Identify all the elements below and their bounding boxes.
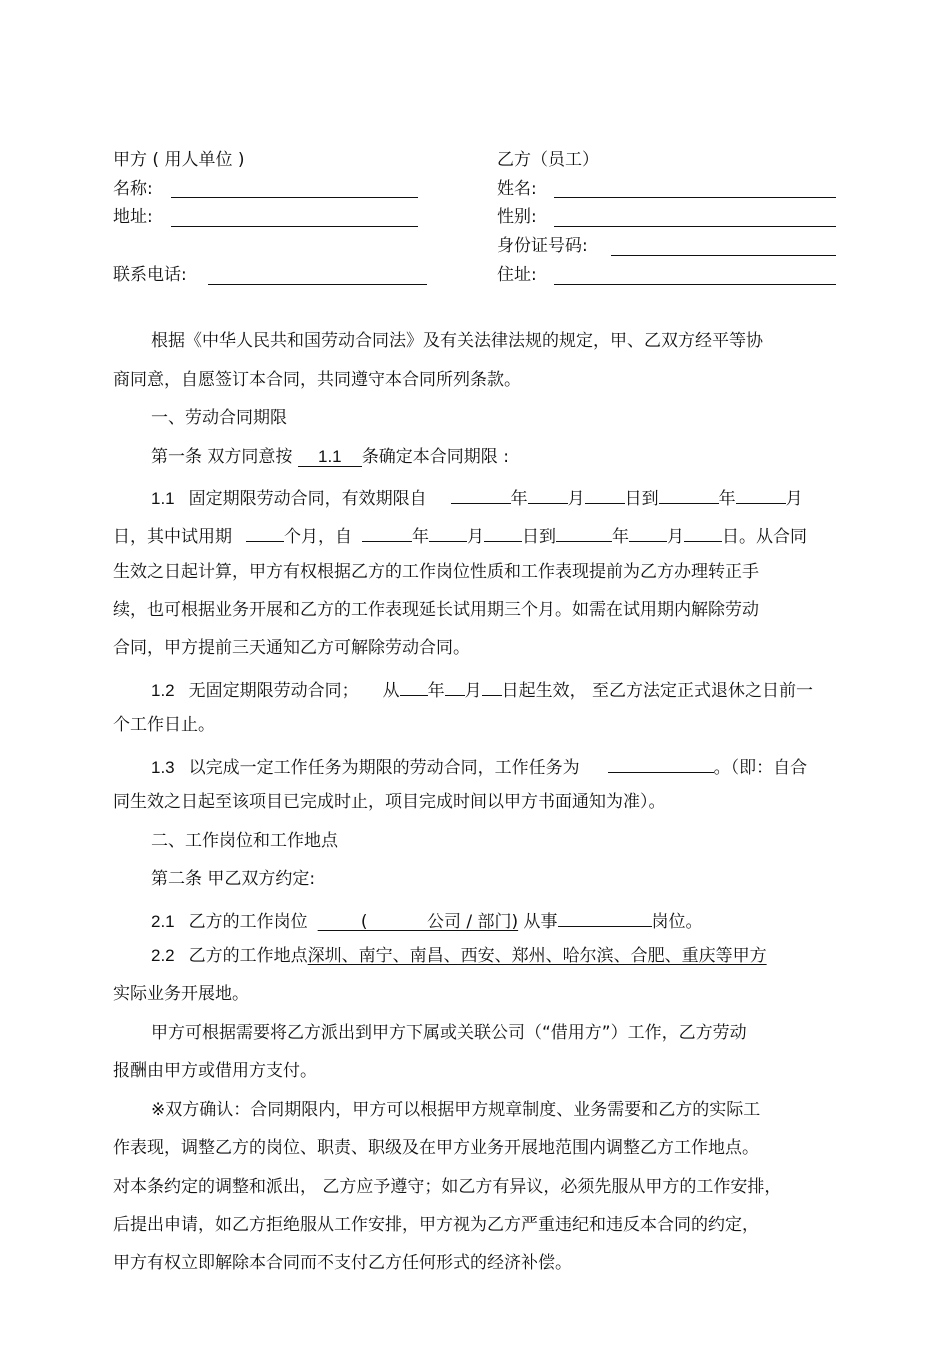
party-b-heading: 乙方（员工） — [497, 150, 599, 170]
work-task-field[interactable] — [608, 753, 714, 773]
confirm-line-3: 对本条约定的调整和派出， 乙方应予遵守；如乙方有异议，必须先服从甲方的工作安排， — [113, 1177, 782, 1197]
end-year-field[interactable] — [659, 484, 719, 504]
party-b-gender-label: 性别: — [497, 207, 537, 227]
position-field[interactable] — [558, 907, 652, 927]
party-b-id-field[interactable] — [611, 255, 836, 256]
party-a-phone-field[interactable] — [208, 284, 427, 285]
work-locations: 深圳、南宁、南昌、西安、郑州、哈尔滨、合肥、重庆等甲方 — [307, 946, 767, 966]
clause-1-1-line-5: 合同，甲方提前三天通知乙方可解除劳动合同。 — [113, 638, 470, 658]
party-b-residence-label: 住址: — [497, 265, 537, 285]
clause-1-3-line-1: 1.3 以完成一定工作任务为期限的劳动合同，工作任务为 。（即：自合 — [113, 753, 886, 779]
probation-end-day-field[interactable] — [684, 522, 722, 542]
end-month-field[interactable] — [736, 484, 786, 504]
party-a-address-field[interactable] — [171, 226, 418, 227]
article-2: 第二条 甲乙双方约定: — [151, 869, 316, 889]
article-1-tail: 条确定本合同期限 : — [361, 447, 509, 467]
start-year-field[interactable] — [451, 484, 511, 504]
probation-end-year-field[interactable] — [556, 522, 612, 542]
clause-1-3-number: 1.3 — [151, 758, 175, 777]
clause-1-2-number: 1.2 — [151, 681, 175, 700]
clause-1-1-line-4: 续，也可根据业务开展和乙方的工作表现延长试用期三个月。如需在试用期内解除劳动 — [113, 600, 759, 620]
start-day-field[interactable] — [585, 484, 625, 504]
dispatch-line-1: 甲方可根据需要将乙方派出到甲方下属或关联公司（“借用方”）工作，乙方劳动 — [151, 1023, 747, 1043]
party-b-id-label: 身份证号码: — [497, 236, 588, 256]
probation-start-year-field[interactable] — [362, 522, 412, 542]
open-start-day-field[interactable] — [482, 676, 502, 696]
confirm-line-2: 作表现，调整乙方的岗位、职责、职级及在甲方业务开展地范围内调整乙方工作地点。 — [113, 1138, 759, 1158]
party-a-name-label: 名称: — [113, 179, 153, 199]
clause-2-1-number: 2.1 — [151, 912, 175, 931]
clause-1-1-line-1: 1.1 固定期限劳动合同，有效期限自 年 月 日到 年 月 — [113, 484, 886, 510]
probation-months-field[interactable] — [246, 522, 284, 542]
probation-end-month-field[interactable] — [629, 522, 667, 542]
preamble-line-2: 商同意，自愿签订本合同，共同遵守本合同所列条款。 — [113, 370, 521, 390]
probation-start-day-field[interactable] — [484, 522, 522, 542]
section-1-heading: 一、劳动合同期限 — [151, 408, 287, 428]
party-b-name-label: 姓名: — [497, 179, 537, 199]
clause-1-1-line-2: 日，其中试用期 个月，自 年 月 日到 年 月 日。从合同 — [113, 522, 848, 548]
party-a-address-label: 地址: — [113, 207, 153, 227]
confirm-line-1: ※双方确认：合同期限内，甲方可以根据甲方规章制度、业务需要和乙方的实际工 — [151, 1100, 761, 1120]
clause-1-3-line-2: 同生效之日起至该项目已完成时止，项目完成时间以甲方书面通知为准）。 — [113, 792, 666, 812]
probation-start-month-field[interactable] — [429, 522, 467, 542]
party-b-gender-field[interactable] — [554, 226, 836, 227]
confirm-line-4: 后提出申请，如乙方拒绝服从工作安排，甲方视为乙方严重违纪和违反本合同的约定， — [113, 1215, 759, 1235]
clause-2-2-line-1: 2.2 乙方的工作地点深圳、南宁、南昌、西安、郑州、哈尔滨、合肥、重庆等甲方 — [151, 946, 767, 966]
clause-1-2-line-2: 个工作日止。 — [113, 715, 215, 735]
article-1-term-field[interactable]: 1.1 — [298, 447, 362, 467]
clause-2-2-line-2: 实际业务开展地。 — [113, 984, 249, 1004]
article-1-lead: 第一条 双方同意按 — [151, 447, 298, 467]
clause-2-1: 2.1 乙方的工作岗位 ( 公司 / 部门) 从事 岗位。 — [113, 907, 886, 933]
section-2-heading: 二、工作岗位和工作地点 — [151, 831, 338, 851]
start-month-field[interactable] — [528, 484, 568, 504]
confirm-line-5: 甲方有权立即解除本合同而不支付乙方任何形式的经济补偿。 — [113, 1253, 572, 1273]
party-b-name-field[interactable] — [554, 197, 836, 198]
clause-2-2-number: 2.2 — [151, 946, 175, 965]
party-a-phone-label: 联系电话: — [113, 265, 187, 285]
article-1 — [113, 446, 886, 468]
open-start-year-field[interactable] — [400, 676, 428, 696]
party-a-heading: 甲方 ( 用人单位 ) — [113, 150, 245, 170]
party-b-residence-field[interactable] — [554, 284, 836, 285]
company-department-field[interactable]: ( 公司 / 部门) — [317, 912, 519, 932]
clause-1-2-line-1: 1.2 无固定期限劳动合同； 从 年 月 日起生效， 至乙方法定正式退休之日前一 — [113, 676, 886, 702]
party-a-name-field[interactable] — [171, 197, 418, 198]
dispatch-line-2: 报酬由甲方或借用方支付。 — [113, 1061, 317, 1081]
clause-1-1-number: 1.1 — [151, 489, 175, 508]
open-start-month-field[interactable] — [445, 676, 465, 696]
preamble-line-1: 根据《中华人民共和国劳动合同法》及有关法律法规的规定，甲、乙双方经平等协 — [151, 331, 763, 351]
clause-1-1-text: 固定期限劳动合同，有效期限自 — [188, 489, 427, 509]
clause-1-1-line-3: 生效之日起计算，甲方有权根据乙方的工作岗位性质和工作表现提前为乙方办理转正手 — [113, 562, 759, 582]
